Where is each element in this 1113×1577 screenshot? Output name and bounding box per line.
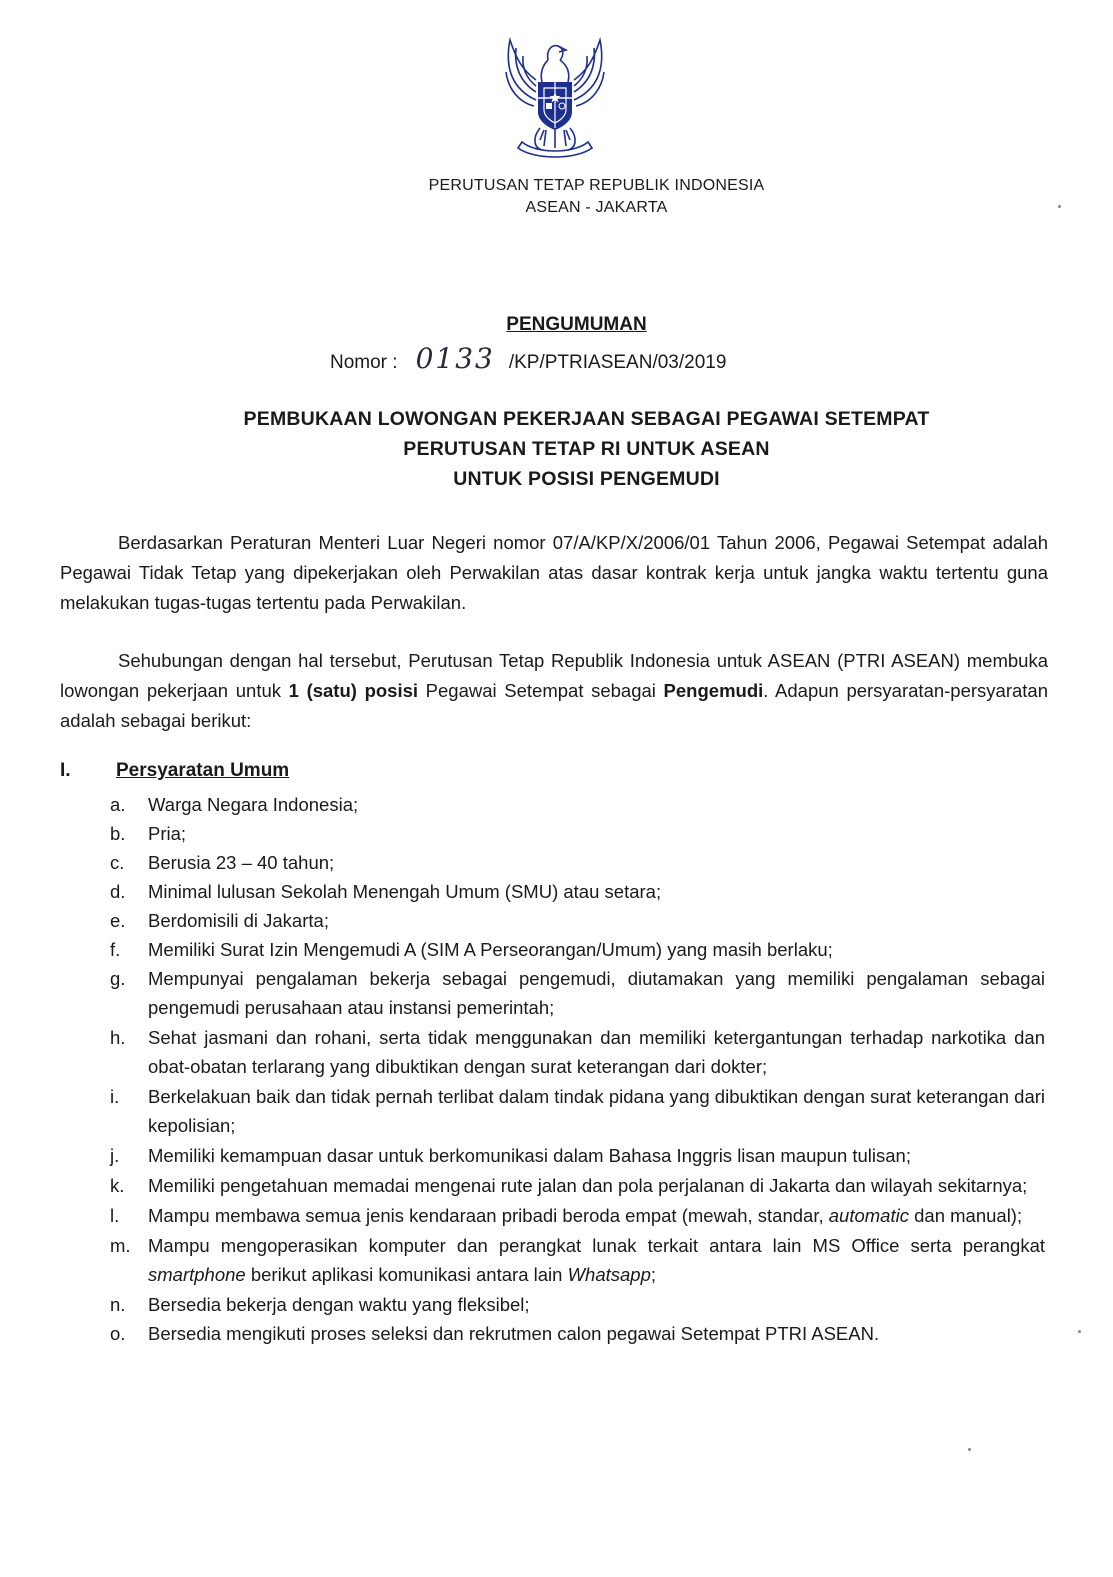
list-marker: n.: [110, 1294, 126, 1315]
paragraph-2-part-1: Sehubungan dengan hal tersebut, Perutusan Tetap Republik Indonesia untuk ASEAN (PTRI ASEAN) membuka lowongan pekerjaan untuk: [60, 650, 1048, 701]
list-marker: g.: [110, 968, 126, 989]
section-number: I.: [60, 760, 71, 781]
paragraph-2: [60, 646, 1048, 736]
list-text: [148, 1201, 1045, 1230]
list-marker: l.: [110, 1205, 120, 1226]
headline-line-1: PEMBUKAAN LOWONGAN PEKERJAAN SEBAGAI PEGAWAI SETEMPAT: [243, 408, 930, 430]
list-item: [110, 1141, 1045, 1170]
list-text-part: dan manual);: [908, 1205, 1023, 1226]
nomor-suffix: /KP/PTRIASEAN/03/2019: [508, 352, 727, 373]
list-text: Sehat jasmani dan rohani, serta tidak menggunakan dan memiliki ketergantungan terhadap narkotika dan obat-obatan terlarang yang dibuktikan dengan surat keterangan dari dokter;: [148, 1027, 1045, 1077]
headline-line-3: UNTUK POSISI PENGEMUDI: [453, 468, 720, 490]
list-item: [110, 877, 1045, 906]
list-text: Memiliki pengetahuan memadai mengenai rute jalan dan pola perjalanan di Jakarta dan wilayah sekitarnya;: [148, 1175, 1028, 1196]
list-marker: m.: [110, 1235, 131, 1256]
list-item: [110, 1319, 1045, 1348]
section-title: Persyaratan Umum: [116, 760, 290, 781]
organization-name: [0, 175, 1113, 219]
nomor-label: Nomor :: [330, 352, 398, 373]
announcement-title: PENGUMUMAN: [506, 314, 647, 335]
list-text: Mempunyai pengalaman bekerja sebagai pengemudi, diutamakan yang memiliki pengalaman sebagai pengemudi perusahaan atau instansi pemerintah;: [148, 968, 1045, 1018]
list-text: Berusia 23 – 40 tahun;: [148, 852, 335, 873]
paragraph-2-bold-2: Pengemudi: [663, 680, 764, 701]
list-marker: h.: [110, 1027, 126, 1048]
list-item: [110, 1023, 1045, 1081]
list-text: Bersedia bekerja dengan waktu yang fleksibel;: [148, 1294, 530, 1315]
list-item: [110, 1201, 1045, 1230]
list-text: [148, 1231, 1045, 1289]
list-text-part: Mampu membawa semua jenis kendaraan pribadi beroda empat (mewah, standar,: [148, 1205, 829, 1226]
list-item: [110, 1290, 1045, 1319]
org-line-2: ASEAN - JAKARTA: [525, 199, 668, 216]
list-marker: o.: [110, 1323, 126, 1344]
headline-line-2: PERUTUSAN TETAP RI UNTUK ASEAN: [403, 438, 770, 460]
paragraph-2-bold-1: 1 (satu) posisi: [288, 680, 419, 701]
list-item: [110, 1171, 1045, 1200]
list-marker: f.: [110, 939, 121, 960]
list-item: [110, 1082, 1045, 1140]
list-item: [110, 819, 1045, 848]
scan-speck: [968, 1448, 971, 1451]
list-item: [110, 964, 1045, 1022]
list-text: Warga Negara Indonesia;: [148, 794, 359, 815]
list-text: Pria;: [148, 823, 187, 844]
list-text-part: berikut aplikasi komunikasi antara lain: [245, 1264, 568, 1285]
headline: [0, 404, 1113, 494]
scan-speck: [1078, 1330, 1081, 1333]
list-marker: i.: [110, 1086, 120, 1107]
scan-speck: [1058, 205, 1061, 208]
paragraph-2-part-2: Pegawai Setempat sebagai: [418, 680, 664, 701]
list-item: [110, 935, 1045, 964]
list-text: Bersedia mengikuti proses seleksi dan rekrutmen calon pegawai Setempat PTRI ASEAN.: [148, 1323, 880, 1344]
list-marker: d.: [110, 881, 126, 902]
paragraph-1: Berdasarkan Peraturan Menteri Luar Negeri nomor 07/A/KP/X/2006/01 Tahun 2006, Pegawai Setempat adalah Pegawai Tidak Tetap yang dipekerjakan oleh Perwakilan atas dasar kontrak kerja untuk jangka waktu tertentu guna melakukan tugas-tugas tertentu pada Perwakilan.: [60, 532, 1048, 613]
list-text-italic: smartphone: [148, 1264, 246, 1285]
list-marker: a.: [110, 794, 126, 815]
nomor-handwritten: 0133: [415, 342, 495, 375]
list-marker: j.: [110, 1145, 120, 1166]
list-text-part: ;: [650, 1264, 656, 1285]
list-text: Minimal lulusan Sekolah Menengah Umum (SMU) atau setara;: [148, 881, 662, 902]
org-line-1: PERUTUSAN TETAP REPUBLIK INDONESIA: [428, 177, 765, 194]
list-item: [110, 848, 1045, 877]
list-item: [110, 906, 1045, 935]
list-text: Memiliki kemampuan dasar untuk berkomunikasi dalam Bahasa Inggris lisan maupun tulisan;: [148, 1145, 911, 1166]
list-text-part: Mampu mengoperasikan komputer dan perangkat lunak terkait antara lain MS Office serta perangkat: [148, 1235, 1045, 1256]
list-marker: e.: [110, 910, 126, 931]
announcement-number: [330, 342, 726, 375]
garuda-emblem-icon: [496, 30, 614, 162]
list-marker: b.: [110, 823, 126, 844]
list-text-italic: Whatsapp: [567, 1264, 651, 1285]
list-item: [110, 1231, 1045, 1289]
requirements-list: [110, 790, 1045, 1348]
list-item: [110, 790, 1045, 819]
list-text: Berdomisili di Jakarta;: [148, 910, 329, 931]
paragraph-2-part-3: . Adapun persyaratan-persyaratan adalah sebagai berikut:: [60, 680, 1048, 731]
list-marker: c.: [110, 852, 125, 873]
list-text: Memiliki Surat Izin Mengemudi A (SIM A Perseorangan/Umum) yang masih berlaku;: [148, 939, 833, 960]
list-text-italic: automatic: [828, 1205, 909, 1226]
list-text: Berkelakuan baik dan tidak pernah terlibat dalam tindak pidana yang dibuktikan dengan surat keterangan dari kepolisian;: [148, 1086, 1045, 1136]
list-marker: k.: [110, 1175, 125, 1196]
